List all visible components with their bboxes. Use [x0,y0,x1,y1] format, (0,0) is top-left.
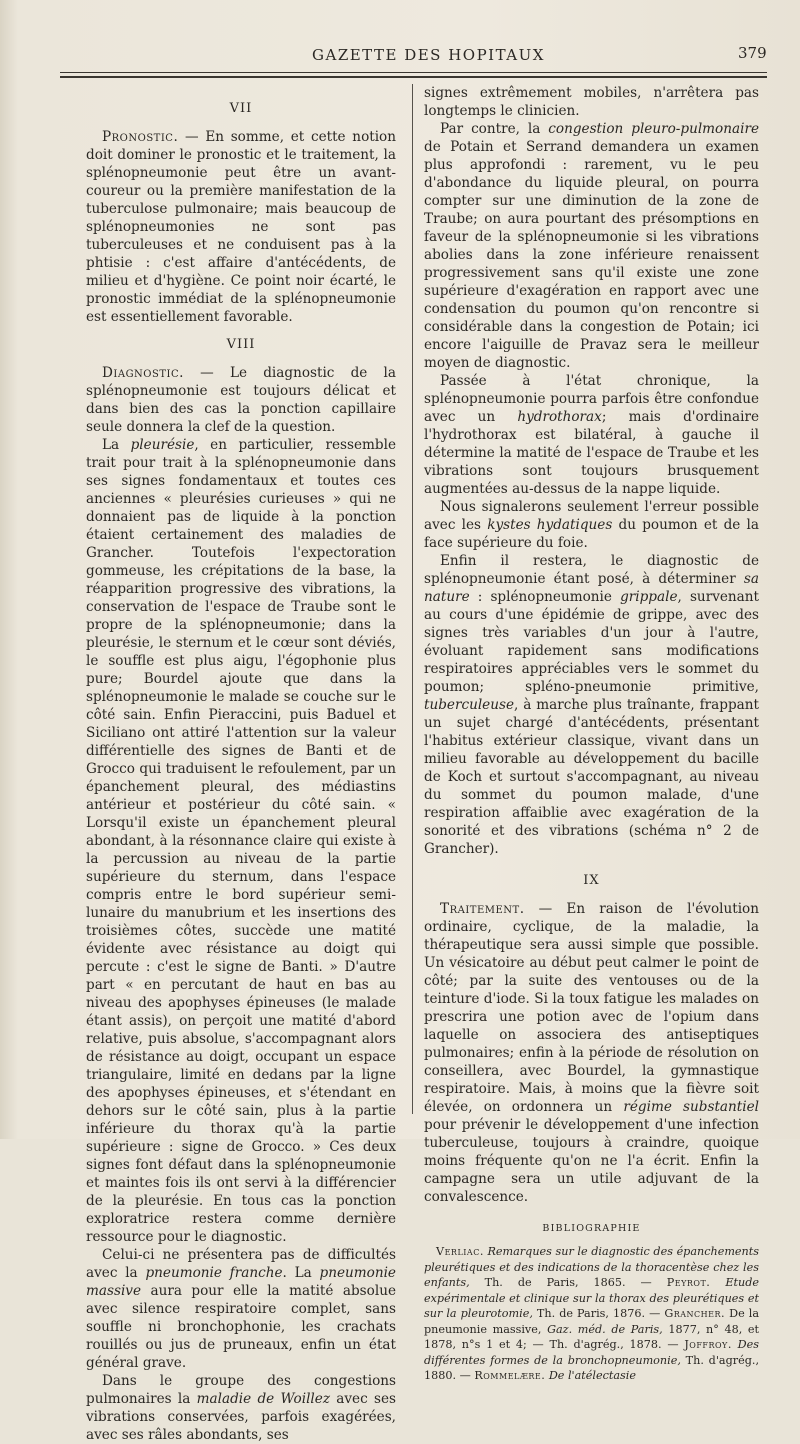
paragraph-label: Diagnostic. [102,365,184,381]
bibliography-detail: Th. de Paris, 1865. — [469,1276,667,1289]
paragraph-continuation: signes extrêmement mobiles, n'arrêtera pas longtemps le clinicien. [424,85,759,119]
emphasis: congestion pleuro-pulmonaire [548,121,759,137]
paragraph-text: avec ses vibrations conservées, parfois exagérées, avec ses râles abondants, ses [86,1391,396,1443]
text-run: La [102,437,131,453]
bibliography-title: De l'atélectasie [545,1369,636,1382]
paragraph-text: de Potain et Serrand demandera un examen plus approfondi : rarement, vu le peu d'abondance du liquide pleural, on pourra compter sur une diminution de la zone de Traube; on aura pourtant des présomptions en faveur de la splénopneumonie si les vibrations abolies dans la zone inférieure renaissent progressivement sans qu'il existe une zone supérieure d'exagération en rapport avec une condensation du poumon qu'on rencontre si considérable dans la congestion de Potain; ici encore l'aiguille de Pravaz sera le meilleur moyen de diagnostic. [424,139,759,371]
header-rule-thick [60,76,767,78]
text-run: : splénopneumonie [469,589,621,605]
emphasis: tuberculeuse [424,697,514,713]
paragraph-traitement [424,900,759,1206]
emphasis: kystes hydatiques [487,517,613,533]
paragraph-pleuresie [86,436,396,1246]
text-run: . La [282,1265,320,1281]
paragraph-kystes [424,498,759,552]
emphasis: hydrothorax [517,409,602,425]
paragraph-text: du poumon et de la face supérieure du foie. [424,517,759,551]
paragraph-congestion [424,120,759,372]
paragraph-text: ; mais d'ordinaire l'hydrothorax est bilatéral, à gauche il détermine la matité de l'espace de Traube et les vibrations sont toujours brusquement augmentées au-dessus de la nappe liquide. [424,409,759,497]
header-rule-thin [60,72,767,73]
paragraph-woillez [86,1372,396,1444]
emphasis: pneumonie massive [86,1265,396,1299]
column-divider [412,84,413,1114]
bibliography-detail: Th. d'agrég., 1880. — [424,1353,759,1382]
bibliography-title: Des différentes formes de la bronchopneumonie, [424,1338,759,1367]
paragraph-pronostic [86,128,396,326]
paragraph-text: — Le diagnostic de la splénopneumonie est toujours délicat et dans bien des cas la ponction capillaire seule donnera la clef de la question. [86,365,396,435]
bibliography-title: Etude expérimentale et clinique sur la thorax des pleurétiques et sur la pleurotomie, [424,1276,759,1320]
left-column [86,84,396,1444]
bibliography-author: Grancher. [664,1307,726,1320]
bibliography-author: Joffroy. [684,1338,732,1351]
paragraph-nature [424,552,759,858]
text-run: Passée à l'état chronique, la splénopneumonie pourra parfois être confondue avec un [424,373,759,425]
paragraph-text: pour prévenir le développement d'une infection tuberculeuse, toujours à craindre, quoique moins fréquente qu'on ne l'a écrit. Enfin la campagne sera un utile adjuvant de la convalescence. [424,1117,759,1205]
right-column [424,84,759,1384]
bibliography-heading: BIBLIOGRAPHIE [542,1223,641,1234]
paragraph-diagnostic [86,364,396,436]
emphasis: pleurésie [130,437,195,453]
paragraph-text: — En somme, et cette notion doit dominer le pronostic et le traitement, la splénopneumonie peut être un avant-coureur ou la première manifestation de la tuberculose pulmonaire; mais beaucoup de splénopneumonies ne sont pas tuberculeuses et ne conduisent pas à la phtisie : c'est affaire d'antécédents, de milieu et d'hygiène. Ce point noir écarté, le pronostic immédiat de la splénopneumonie est essentiellement favorable. [86,129,396,325]
text-run: Par contre, la [440,121,549,137]
page-header [0,42,800,66]
journal-title: GAZETTE DES HOPITAUX [312,46,545,64]
text-run: Nous signalerons seulement l'erreur possible avec les [424,499,759,533]
paragraph-text: aura pour elle la matité absolue avec silence respiratoire complet, sans souffle ni bronchophonie, les crachats rouillés ou jus de pruneaux, enfin un état général grave. [86,1283,396,1371]
text-run: , survenant au cours d'une épidémie de grippe, avec des signes très variables d'un jour à l'autre, évoluant rapidement sans modifications respiratoires appréciables vers le sommet du poumon; spléno-pneumonie primitive, [424,589,759,695]
bibliography-journal: Gaz. méd. de Paris, [547,1322,663,1336]
emphasis: maladie de Woillez [196,1391,330,1407]
section-number-vii: VII [229,101,253,116]
paragraph-text: , à marche plus traînante, frappant un sujet chargé d'antécédents, présentant l'habitus extérieur classique, vivant dans un milieu favorable au développement du bacille de Koch et surtout s'accompagnant, au niveau du sommet du poumon malade, d'une respiration affaiblie avec exagération de la sonorité et des vibrations (schéma n° 2 de Grancher). [424,697,759,857]
paragraph-label: Pronostic. [102,129,179,145]
section-number-viii: VIII [226,337,256,352]
paragraph-text: — En raison de l'évolution ordinaire, cyclique, de la maladie, la thérapeutique sera aussi simple que possible. Un vésicatoire au début peut calmer le point de côté; par la suite des ventouses ou de la teinture d'iode. Si la toux fatigue les malades on prescrira une potion avec de l'opium dans laquelle on associera des antiseptiques pulmonaires; enfin à la période de résolution on conseillera, avec Bourdel, la gymnastique respiratoire. Mais, à moins que la fièvre soit élevée, on ordonnera un [424,901,759,1115]
emphasis: régime substantiel [623,1099,759,1115]
text-run: Dans le groupe des congestions pulmonaires la [86,1373,396,1407]
emphasis: pneumonie franche [145,1265,283,1281]
paragraph-label: Traitement. [440,901,525,917]
paragraph-text: , en particulier, ressemble trait pour trait à la splénopneumonie dans ses signes fondamentaux et toutes ces anciennes « pleurésies curieuses » qui ne donnaient pas de liquide à la ponction étaient certainement des maladies de Grancher. Toutefois l'expectoration gommeuse, les crépitations de la base, la réapparition progressive des vibrations, la conservation de l'espace de Traube sont le propre de la splénopneumonie; dans la pleurésie, le sternum et le cœur sont déviés, le souffle est plus aigu, l'égophonie plus pure; Bourdel ajoute que dans la splénopneumonie le malade se couche sur le côté sain. Enfin Pieraccini, puis Baduel et Siciliano ont attiré l'attention sur la valeur différentielle des signes de Banti et de Grocco qui traduisent le refoulement, par un épanchement pleural, des médiastins antérieur et postérieur du côté sain. « Lorsqu'il existe un épanchement pleural abondant, à la résonnance claire qui existe à la percussion au niveau de la partie supérieure du sternum, dans l'espace compris entre le bord supérieur semi-lunaire du manubrium et les insertions des troisièmes côtes, succède une matité évidente avec résistance au doigt qui percute : c'est le signe de Banti. » D'autre part « en percutant de haut en bas au niveau des apophyses épineuses (le malade étant assis), on perçoit une matité d'abord relative, puis absolue, s'accompagnant alors de résistance au doigt, occupant un espace triangulaire, limité en dedans par la ligne des apophyses épineuses, et s'étendant en dehors sur le côté sain, plus à la partie inférieure du thorax qu'à la partie supérieure : signe de Grocco. » Ces deux signes font défaut dans la splénopneumonie et maintes fois ils ont servi à la différencier de la pleurésie. En tous cas la ponction exploratrice restera comme dernière ressource pour le diagnostic. [86,437,396,1245]
bibliography-detail: Th. de Paris, 1876. — [532,1307,665,1320]
bibliography-detail: De la pneumonie massive, [424,1307,760,1336]
bibliography-title: Remarques sur le diagnostic des épanchements pleurétiques et des indications de la thoracentèse chez les enfants, [424,1245,759,1289]
bibliography-text [424,1244,759,1384]
text-run: Celui-ci ne présentera pas de difficultés avec la [86,1247,396,1281]
bibliography-author: Rommelære. [474,1369,546,1382]
emphasis: grippale [620,589,678,605]
emphasis: sa nature [424,571,759,605]
bibliography-detail: 1877, n° 48, et 1878, n°s 1 et 4; — Th. d'agrég., 1878. — [424,1322,760,1351]
section-number-ix: IX [583,873,600,888]
text-run: Enfin il restera, le diagnostic de splénopneumonie étant posé, à déterminer [424,553,759,587]
page-number: 379 [738,44,767,62]
paragraph-pneumonie [86,1246,396,1372]
bibliography-author: Peyrot. [666,1276,711,1289]
bibliography-author: Verliac. [436,1245,484,1258]
paragraph-hydrothorax [424,372,759,498]
